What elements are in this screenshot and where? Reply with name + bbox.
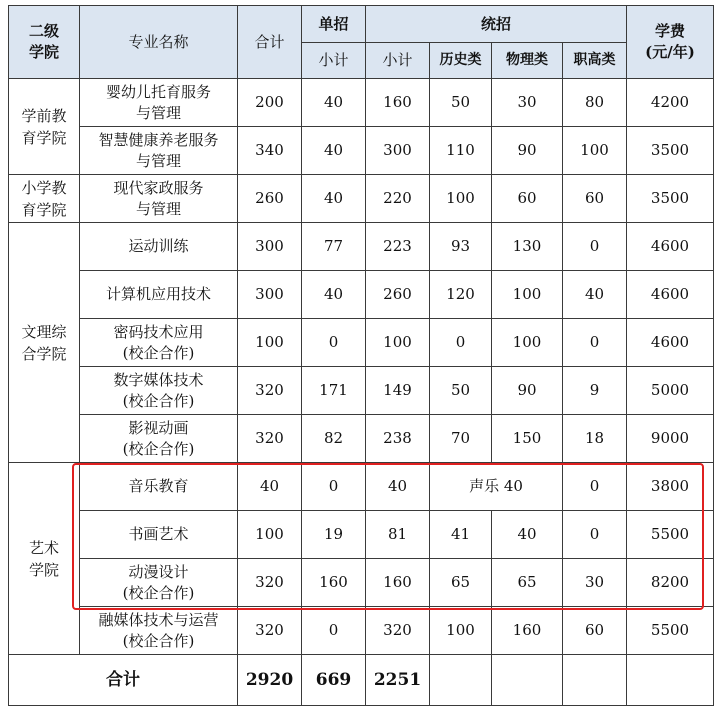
enrollment-table-container: [8, 5, 714, 706]
major-cell: 计算机应用技术: [80, 271, 238, 319]
vocational-cell: 0: [563, 223, 627, 271]
enrollment-plan-table: [8, 5, 714, 706]
empty-cell: [627, 655, 714, 706]
tuition-cell: 4600: [627, 319, 714, 367]
single-cell: 19: [302, 511, 366, 559]
unified-cell: 300: [366, 127, 430, 175]
history-cell: 65: [430, 559, 492, 607]
total-cell: 300: [238, 271, 302, 319]
vocational-cell: 60: [563, 175, 627, 223]
unified-cell: 149: [366, 367, 430, 415]
tuition-cell: 4200: [627, 79, 714, 127]
vocational-cell: 9: [563, 367, 627, 415]
single-cell: 0: [302, 463, 366, 511]
single-cell: 40: [302, 175, 366, 223]
vocational-cell: 0: [563, 319, 627, 367]
major-cell: 融媒体技术与运营 (校企合作): [80, 607, 238, 655]
total-cell: 260: [238, 175, 302, 223]
major-cell: 婴幼儿托育服务 与管理: [80, 79, 238, 127]
table-row: [9, 367, 714, 415]
total-cell: 320: [238, 559, 302, 607]
single-cell: 77: [302, 223, 366, 271]
major-cell: 运动训练: [80, 223, 238, 271]
table-row: [9, 223, 714, 271]
header-tuition: 学费 (元/年): [627, 6, 714, 79]
table-row: [9, 607, 714, 655]
vocational-cell: 60: [563, 607, 627, 655]
physics-cell: 100: [492, 319, 563, 367]
unified-cell: 223: [366, 223, 430, 271]
physics-cell: 90: [492, 127, 563, 175]
physics-cell: 160: [492, 607, 563, 655]
physics-cell: 150: [492, 415, 563, 463]
header-vocational: 职高类: [563, 43, 627, 79]
total-cell: 320: [238, 607, 302, 655]
major-cell: 影视动画 (校企合作): [80, 415, 238, 463]
major-cell: 密码技术应用 (校企合作): [80, 319, 238, 367]
college-liberal: 文理综 合学院: [9, 223, 80, 463]
header-total: 合计: [238, 6, 302, 79]
total-cell: 320: [238, 367, 302, 415]
single-cell: 40: [302, 79, 366, 127]
college-art: 艺术 学院: [9, 463, 80, 655]
total-cell: 100: [238, 319, 302, 367]
vocational-cell: 30: [563, 559, 627, 607]
vocational-cell: 100: [563, 127, 627, 175]
single-cell: 82: [302, 415, 366, 463]
unified-cell: 160: [366, 559, 430, 607]
tuition-cell: 4600: [627, 223, 714, 271]
total-cell: 300: [238, 223, 302, 271]
unified-cell: 238: [366, 415, 430, 463]
header-unified: 统招: [366, 6, 627, 43]
table-row: [9, 463, 714, 511]
header-history: 历史类: [430, 43, 492, 79]
tuition-cell: 5500: [627, 607, 714, 655]
total-cell: 320: [238, 415, 302, 463]
unified-cell: 220: [366, 175, 430, 223]
history-cell: 50: [430, 79, 492, 127]
unified-cell: 160: [366, 79, 430, 127]
header-major: 专业名称: [80, 6, 238, 79]
single-cell: 40: [302, 271, 366, 319]
history-cell: 110: [430, 127, 492, 175]
single-total: 669: [302, 655, 366, 706]
physics-cell: 90: [492, 367, 563, 415]
total-cell: 340: [238, 127, 302, 175]
major-cell: 动漫设计 (校企合作): [80, 559, 238, 607]
vocational-cell: 0: [563, 511, 627, 559]
single-cell: 0: [302, 607, 366, 655]
tuition-cell: 3500: [627, 127, 714, 175]
single-cell: 160: [302, 559, 366, 607]
tuition-cell: 3800: [627, 463, 714, 511]
unified-total: 2251: [366, 655, 430, 706]
physics-cell: 65: [492, 559, 563, 607]
table-row: [9, 127, 714, 175]
physics-cell: 30: [492, 79, 563, 127]
history-cell: 0: [430, 319, 492, 367]
unified-cell: 260: [366, 271, 430, 319]
single-cell: 171: [302, 367, 366, 415]
major-cell: 数字媒体技术 (校企合作): [80, 367, 238, 415]
major-cell: 音乐教育: [80, 463, 238, 511]
header-single: 单招: [302, 6, 366, 43]
table-row: [9, 271, 714, 319]
table-row: [9, 175, 714, 223]
total-cell: 200: [238, 79, 302, 127]
history-cell: 41: [430, 511, 492, 559]
history-cell: 100: [430, 607, 492, 655]
physics-cell: 130: [492, 223, 563, 271]
major-cell: 智慧健康养老服务 与管理: [80, 127, 238, 175]
header-single-subtotal: 小计: [302, 43, 366, 79]
table-row: [9, 559, 714, 607]
table-row: [9, 511, 714, 559]
empty-cell: [563, 655, 627, 706]
history-cell: 50: [430, 367, 492, 415]
tuition-cell: 3500: [627, 175, 714, 223]
vocational-cell: 80: [563, 79, 627, 127]
tuition-cell: 9000: [627, 415, 714, 463]
unified-cell: 100: [366, 319, 430, 367]
total-row: [9, 655, 714, 706]
tuition-cell: 4600: [627, 271, 714, 319]
unified-cell: 320: [366, 607, 430, 655]
tuition-cell: 5500: [627, 511, 714, 559]
header-physics: 物理类: [492, 43, 563, 79]
single-cell: 0: [302, 319, 366, 367]
total-cell: 40: [238, 463, 302, 511]
physics-cell: 60: [492, 175, 563, 223]
vocational-cell: 18: [563, 415, 627, 463]
college-primary: 小学教 育学院: [9, 175, 80, 223]
physics-cell: 40: [492, 511, 563, 559]
table-row: [9, 319, 714, 367]
total-cell: 100: [238, 511, 302, 559]
unified-cell: 81: [366, 511, 430, 559]
major-cell: 现代家政服务 与管理: [80, 175, 238, 223]
table-row: [9, 415, 714, 463]
tuition-cell: 5000: [627, 367, 714, 415]
college-preschool: 学前教 育学院: [9, 79, 80, 175]
physics-cell: 100: [492, 271, 563, 319]
grand-total: 2920: [238, 655, 302, 706]
empty-cell: [430, 655, 492, 706]
unified-cell: 40: [366, 463, 430, 511]
history-cell: 93: [430, 223, 492, 271]
tuition-cell: 8200: [627, 559, 714, 607]
empty-cell: [492, 655, 563, 706]
header-unified-subtotal: 小计: [366, 43, 430, 79]
total-label: 合计: [9, 655, 238, 706]
history-cell: 120: [430, 271, 492, 319]
header-college: 二级 学院: [9, 6, 80, 79]
vocational-cell: 0: [563, 463, 627, 511]
vocational-cell: 40: [563, 271, 627, 319]
history-cell: 100: [430, 175, 492, 223]
single-cell: 40: [302, 127, 366, 175]
vocal-merged-cell: 声乐 40: [430, 463, 563, 511]
major-cell: 书画艺术: [80, 511, 238, 559]
history-cell: 70: [430, 415, 492, 463]
table-row: [9, 79, 714, 127]
